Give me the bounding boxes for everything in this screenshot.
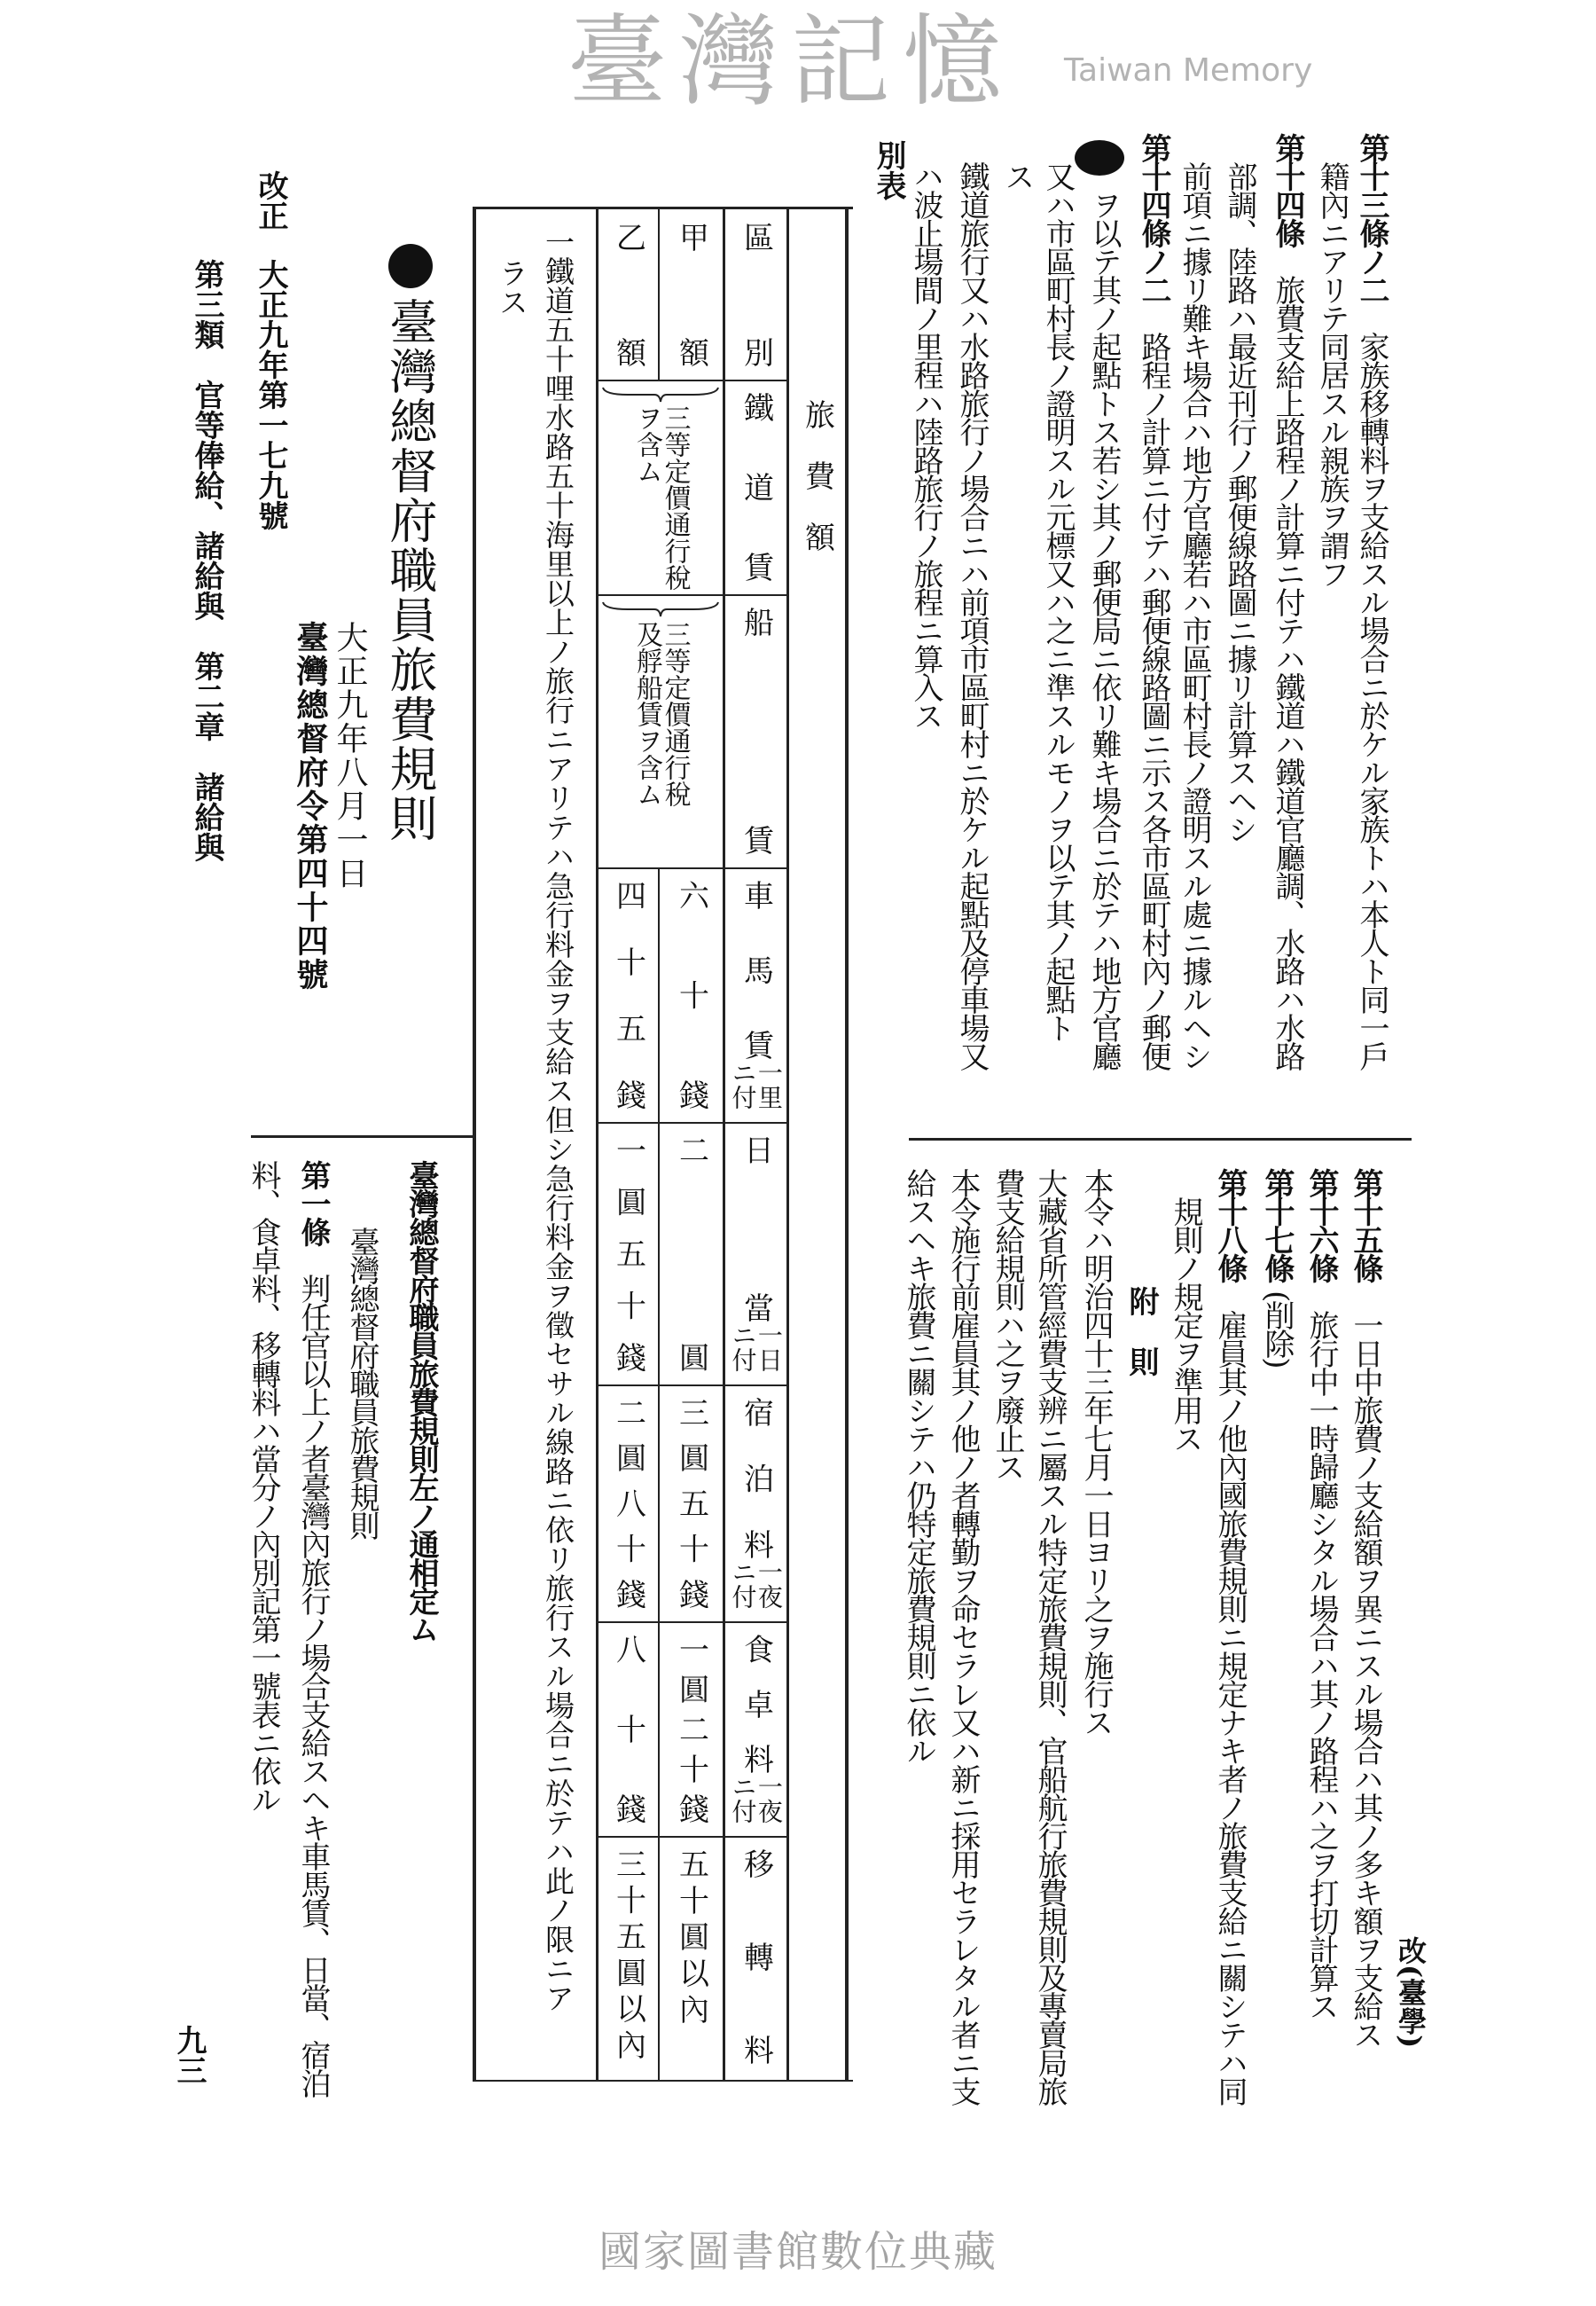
unit-line: ニ付 (728, 1774, 758, 1824)
running-header: 改(臺學) (1394, 1936, 1428, 2049)
table-border (473, 209, 476, 2080)
value-a-daily (660, 1122, 723, 1384)
article-heading: 第十五條 (1348, 1168, 1383, 1282)
amendment-number: 大正九年第一七九號 (253, 259, 288, 530)
header-category-text: 區別 (738, 222, 774, 367)
article-text: 路程ノ計算ニ付テハ郵便線路圖ニ示ス各市區町村內ノ郵便 (1136, 332, 1171, 1070)
value-text: 五十圓以內 (673, 1848, 709, 2024)
value-text: 三十五圓以內 (610, 1848, 646, 2059)
article-heading: 第十七條 (1259, 1168, 1295, 1282)
article-text: 家族移轉料ヲ支給スル場合ニ於ケル家族トハ本人ト同一戶 (1354, 332, 1389, 1070)
row-label-daily (725, 1122, 786, 1384)
header-col-b-text: 乙額 (610, 222, 646, 367)
article-17 (1259, 1168, 1295, 1368)
article-line: 籍內ニアリテ同居スル親族ヲ謂フ (1314, 161, 1350, 587)
article-line: 本令ハ明治四十三年七月一日ヨリ之ヲ施行ス (1078, 1168, 1114, 1736)
article-line: 又ハ市區町村長ノ證明スル元標又ハ之ニ準スルモノヲ以テ其ノ起點ト (1040, 161, 1076, 1041)
page-number: 九三 (171, 2025, 207, 2085)
article-heading: 第十三條ノ二 (1354, 133, 1389, 303)
value-b-meal (598, 1621, 658, 1836)
article-heading: 第十四條 (1270, 133, 1305, 247)
brace-icon (601, 384, 720, 404)
table-border (845, 209, 849, 2080)
article-heading: 第十四條ノ二 (1136, 133, 1171, 303)
value-a-carriage (660, 867, 723, 1122)
merged-text (633, 404, 689, 591)
unit-line: 一夜 (754, 1774, 784, 1824)
regulation-subtitle: 臺灣總督府職員旅費規則 (344, 1227, 379, 1539)
article-heading: 第十八條 (1212, 1168, 1248, 1282)
row-label-text: 鐵道賃 (738, 392, 774, 582)
supplementary-heading: 附則 (1123, 1286, 1159, 1407)
row-label-unit (730, 1559, 782, 1609)
table-title (789, 387, 845, 564)
value-text: 一圓二十錢 (673, 1634, 709, 1824)
value-a-meal (660, 1621, 723, 1836)
article-line: ヲ以テ其ノ起點トス若シ其ノ郵便局ニ依リ難キ場合ニ於テハ地方官廳 (1086, 190, 1122, 1070)
article-1 (295, 1160, 331, 2097)
value-text: 八十錢 (610, 1634, 646, 1824)
row-label-ship (725, 594, 786, 867)
header-col-a (660, 209, 723, 380)
value-b-relocation (598, 1836, 658, 2077)
table-note-cont: ラス (495, 258, 529, 317)
row-label-rail (725, 380, 786, 594)
article-text: 判任官以上ノ者臺灣內旅行ノ場合支給スヘキ車馬賃、日當、宿泊 (295, 1274, 331, 2097)
article-13-2 (1354, 133, 1389, 1070)
header-col-b (598, 209, 658, 380)
merged-line: 三等定價通行稅 (659, 404, 691, 591)
row-label-text: 船賃 (738, 607, 774, 855)
article-18 (1212, 1168, 1248, 2105)
article-heading: 第一條 (295, 1160, 331, 1245)
row-label-text: 日當 (738, 1134, 774, 1322)
article-line: 給スヘキ旅費ニ關シテハ仍特定旅費規則ニ依ル (901, 1168, 936, 1764)
brace-icon (601, 599, 720, 618)
value-text: 一圓五十錢 (610, 1134, 646, 1372)
header-category (725, 209, 786, 380)
value-text: 二圓八十錢 (610, 1397, 646, 1609)
bullet-icon (388, 244, 433, 288)
row-label-text: 車馬賃 (738, 880, 774, 1060)
article-text: 雇員其ノ他內國旅費規則ニ規定ナキ者ノ旅費支給ニ關シテハ同 (1212, 1310, 1248, 2105)
travel-expense-table (473, 207, 853, 2082)
merged-line: ヲ含ム (631, 404, 662, 484)
value-b-daily (598, 1122, 658, 1384)
row-label-text: 宿泊料 (738, 1397, 774, 1559)
row-label-meal (725, 1621, 786, 1836)
article-line: 本令施行前雇員其ノ他ノ者轉勤ヲ命セラレ又ハ新ニ採用セラレタル者ニ支 (945, 1168, 981, 2105)
article-14-2 (1138, 133, 1169, 1070)
value-b-carriage (598, 867, 658, 1122)
article-text: 旅行中一時歸廳シタル場合ハ其ノ路程ハ之ヲ打切計算ス (1303, 1310, 1339, 2020)
article-heading: 第十六條 (1303, 1168, 1339, 1282)
merged-line: 及艀船賃ヲ含ム (631, 621, 662, 807)
value-text: 四十五錢 (610, 880, 646, 1110)
ink-blot (1075, 140, 1124, 176)
value-text: 二圓 (673, 1134, 709, 1372)
footer-watermark: 國家圖書館數位典藏 (598, 2227, 998, 2277)
ordinance-number: 臺灣總督府令第四十四號 (292, 621, 329, 992)
value-text: 六十錢 (673, 880, 709, 1110)
row-label-lodging (725, 1384, 786, 1621)
unit-line: ニ付 (728, 1060, 758, 1110)
article-1-cont: 料、食卓料、移轉料ハ當分ノ內別記第一號表ニ依ル (246, 1160, 281, 1813)
watermark-logo-en: Taiwan Memory (1064, 52, 1313, 89)
unit-line: 一里 (754, 1060, 784, 1110)
unit-line: 一夜 (754, 1559, 784, 1609)
divider-line (909, 1138, 1412, 1141)
article-line: 部調、陸路ハ最近刊行ノ郵便線路圖ニ據リ計算スヘシ (1222, 161, 1257, 843)
article-line: 規則ノ規定ヲ準用ス (1168, 1196, 1203, 1452)
table-note: 一鐵道五十哩水路五十海里以上ノ旅行ニアリテハ急行料金ヲ支給ス但シ急行料金ヲ徵セサル線路ニ依リ旅行スル場合ニ於テハ此ノ限ニア (541, 227, 575, 2012)
row-label-unit (730, 1774, 782, 1824)
article-15 (1350, 1168, 1381, 2048)
table-title-text: 旅費額 (799, 399, 835, 552)
row-label-unit (730, 1060, 782, 1110)
amendment-label: 改正 (253, 170, 288, 231)
article-text: (削除) (1259, 1290, 1295, 1368)
watermark-logo: 臺灣記憶 (567, 4, 1014, 120)
article-line: ハ波止場間ノ里程ハ陸路旅行ノ旅程ニ算入ス (908, 161, 943, 729)
table-label: 別表 (871, 140, 906, 200)
unit-line: 一日 (754, 1322, 784, 1372)
article-line: 前項ニ據リ難キ場合ハ地方官廳若ハ市區町村長ノ證明スル處ニ據ルヘシ (1177, 161, 1212, 1070)
merged-line: 三等定價通行稅 (659, 621, 691, 807)
row-label-text: 移轉料 (738, 1848, 774, 2065)
divider-line (251, 1135, 473, 1138)
article-line: 費支給規則ハ之ヲ廢止ス (990, 1168, 1025, 1480)
article-16 (1303, 1168, 1339, 2020)
unit-line: ニ付 (728, 1322, 758, 1372)
article-14 (1272, 133, 1303, 1070)
ship-fare-note (598, 617, 723, 866)
value-b-lodging (598, 1384, 658, 1621)
article-text: 旅費支給上路程ノ計算ニ付テハ鐵道ハ鐵道官廳調、水路ハ水路 (1270, 275, 1305, 1070)
article-line: 鐵道旅行又ハ水路旅行ノ場合ニハ前項市區町村ニ於ケル起點及停車場又 (954, 161, 990, 1070)
header-col-a-text: 甲額 (673, 222, 709, 367)
row-label-text: 食卓料 (738, 1634, 774, 1774)
rail-fare-note (598, 403, 723, 592)
row-label-unit (730, 1322, 782, 1372)
value-a-relocation (660, 1836, 723, 2077)
row-label-relocation (725, 1836, 786, 2077)
row-label-carriage (725, 867, 786, 1122)
unit-line: ニ付 (728, 1559, 758, 1609)
promulgation-date: 大正九年八月一日 (332, 621, 368, 890)
merged-text (633, 621, 689, 862)
article-line: ス (999, 161, 1035, 190)
article-line: 大藏省所管經費支辨ニ屬スル特定旅費規則、官船航行旅費規則及專賣局旅 (1032, 1168, 1068, 2105)
enactment-text: 臺灣總督府職員旅費規則左ノ通相定ム (403, 1160, 439, 1643)
chapter-header: 第三類 官等俸給、諸給與 第二章 諸給與 (189, 259, 224, 862)
value-text: 三圓五十錢 (673, 1397, 709, 1609)
regulation-title: 臺灣總督府職員旅費規則 (382, 297, 438, 843)
value-a-lodging (660, 1384, 723, 1621)
article-text: 一日中旅費ノ支給額ヲ異ニスル場合ハ其ノ多キ額ヲ支給ス (1348, 1310, 1383, 2048)
